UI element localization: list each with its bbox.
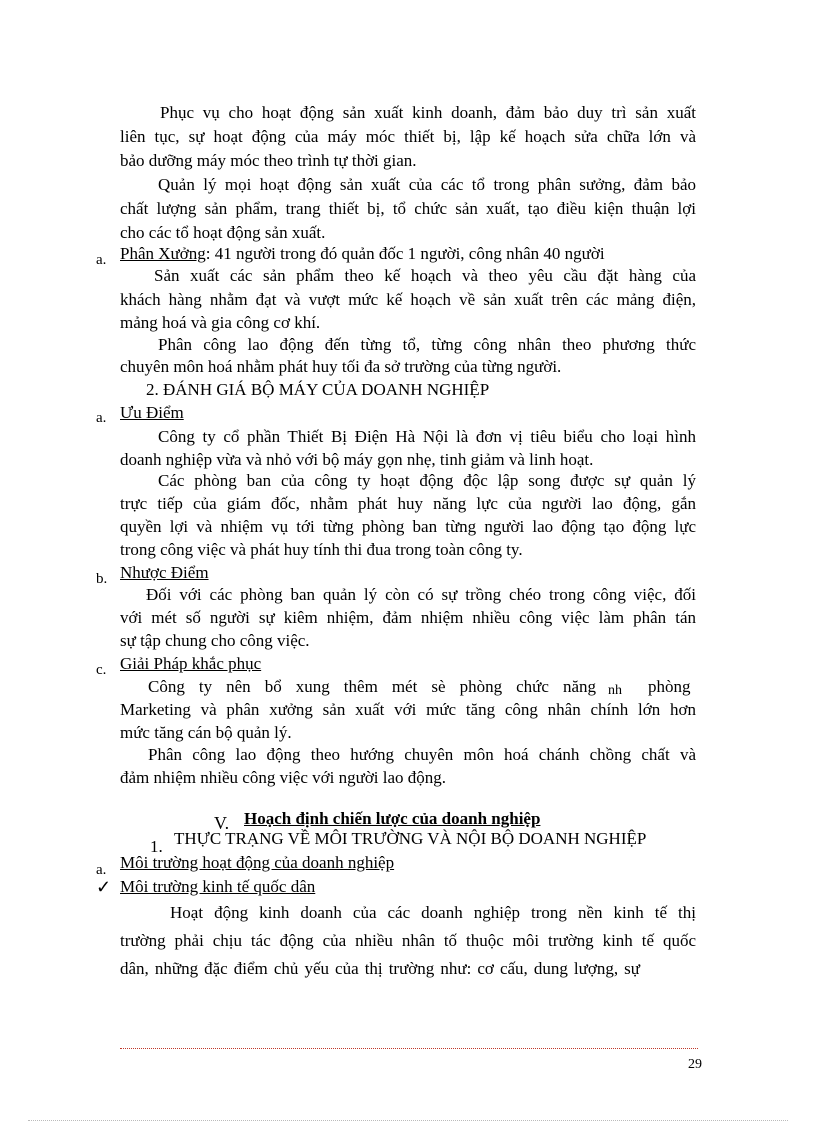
text-line: Quản lý mọi hoạt động sản xuất của các tổ trong phân sưởng, đảm bảo bbox=[158, 175, 696, 194]
phan-xuong-heading bbox=[120, 243, 605, 265]
list-marker: a. bbox=[96, 862, 107, 878]
section-heading: 2. ĐÁNH GIÁ BỘ MÁY CỦA DOANH NGHIỆP bbox=[146, 380, 490, 399]
giai-phap-heading: Giải Pháp khắc phục bbox=[120, 654, 262, 673]
list-marker: a. bbox=[96, 252, 107, 268]
section-1-heading: THỰC TRẠNG VỀ MÔI TRƯỜNG VÀ NỘI BỘ DOANH NGHIỆP bbox=[174, 829, 647, 848]
text-line: Phân công lao động đến từng tổ, từng công nhân theo phương thức bbox=[158, 335, 696, 354]
moi-truong-heading: Môi trường hoạt động của doanh nghiệp bbox=[120, 853, 395, 872]
text-line: với mét số người sự kiêm nhiệm, đảm nhiệm nhiều công việc làm phân tán bbox=[120, 608, 696, 627]
list-marker: a. bbox=[96, 410, 107, 426]
kinh-te-heading: Môi trường kinh tế quốc dân bbox=[120, 877, 316, 896]
page-bottom-divider bbox=[28, 1120, 788, 1121]
text-line: quyền lợi và nhiệm vụ tới từng phòng ban từng người lao động tạo động lực bbox=[120, 517, 696, 536]
uu-diem-heading: Ưu Điểm bbox=[120, 403, 184, 422]
text-line: Phân công lao động theo hướng chuyên môn hoá chánh chồng chất và bbox=[148, 745, 696, 764]
text-line: mảng hoá và gia công cơ khí. bbox=[120, 313, 321, 332]
text-line: phòng bbox=[648, 677, 691, 696]
section-marker: V. bbox=[214, 813, 230, 833]
text-line: cho các tổ hoạt động sản xuất. bbox=[120, 223, 326, 242]
heading-text: Phân Xưởng bbox=[120, 244, 206, 263]
superscript-fragment: nh bbox=[608, 683, 622, 698]
text-line: trực tiếp của giám đốc, nhằm phát huy năng lực của người lao động, gắn bbox=[120, 494, 696, 513]
footer-divider bbox=[120, 1048, 698, 1049]
text-line: trường phải chịu tác động của nhiều nhân tố thuộc môi trường kinh tế quốc bbox=[120, 931, 696, 950]
nhuoc-diem-heading: Nhược Điểm bbox=[120, 563, 209, 582]
text-line: dân, những đặc điểm chủ yếu của thị trường như: cơ cấu, dung lượng, sự bbox=[120, 959, 640, 978]
text-line: Các phòng ban của công ty hoạt động độc lập song được sự quản lý bbox=[158, 471, 696, 490]
checkmark-icon: ✓ bbox=[96, 877, 112, 897]
text-line: chuyên môn hoá nhằm phát huy tối đa sở trường của từng người. bbox=[120, 357, 562, 376]
text-line: Công ty cổ phần Thiết Bị Điện Hà Nội là đơn vị tiêu biểu cho loại hình bbox=[158, 427, 696, 446]
text-line: chất lượng sản phẩm, trang thiết bị, tổ chức sản xuất, tạo điều kiện thuận lợi bbox=[120, 199, 696, 218]
text-line: doanh nghiệp vừa và nhỏ với bộ máy gọn nhẹ, tinh giảm và linh hoạt. bbox=[120, 450, 594, 469]
text-line: liên tục, sự hoạt động của máy móc thiết bị, lập kế hoạch sửa chữa lớn và bbox=[120, 127, 696, 146]
text-line: Đối với các phòng ban quản lý còn có sự trồng chéo trong công việc, đối bbox=[146, 585, 696, 604]
text-line: sự tập chung cho công việc. bbox=[120, 631, 310, 650]
list-marker: b. bbox=[96, 571, 108, 587]
text-line: Hoạt động kinh doanh của các doanh nghiệp trong nền kinh tế thị bbox=[170, 903, 696, 922]
heading-rest: : 41 người trong đó quản đốc 1 người, công nhân 40 người bbox=[205, 244, 605, 263]
text-line: bảo dưỡng máy móc theo trình tự thời gian. bbox=[120, 151, 417, 170]
text-line: khách hàng nhằm đạt và vượt mức kế hoạch về sản xuất trên các mảng điện, bbox=[120, 290, 696, 309]
section-marker: 1. bbox=[150, 837, 163, 856]
text-line: đảm nhiệm nhiều công việc với người lao động. bbox=[120, 768, 447, 787]
list-marker: c. bbox=[96, 662, 107, 678]
page-number: 29 bbox=[688, 1057, 702, 1072]
text-line: Phục vụ cho hoạt động sản xuất kinh doanh, đảm bảo duy trì sản xuất bbox=[160, 103, 696, 122]
section-v-heading: Hoạch định chiến lược của doanh nghiệp bbox=[244, 809, 541, 828]
text-line: Công ty nên bổ xung thêm mét sè phòng chức năng bbox=[148, 677, 596, 696]
text-line: mức tăng cán bộ quản lý. bbox=[120, 723, 292, 742]
text-line: trong công việc và phát huy tính thi đua trong toàn công ty. bbox=[120, 540, 523, 559]
text-line: Sản xuất các sản phẩm theo kế hoạch và theo yêu cầu đặt hàng của bbox=[154, 266, 696, 285]
text-line: Marketing và phân xưởng sản xuất với mức tăng công nhân chính lớn hơn bbox=[120, 700, 696, 719]
